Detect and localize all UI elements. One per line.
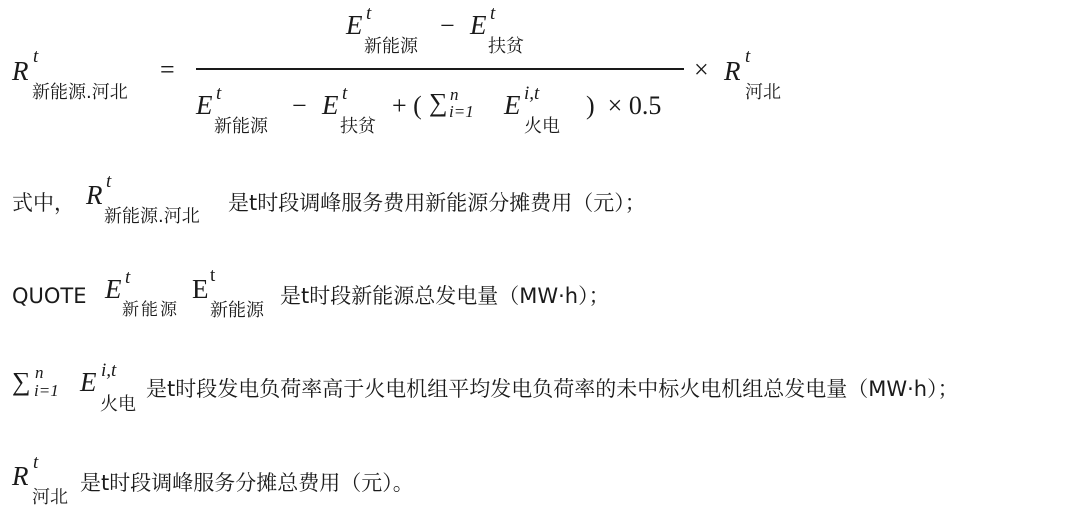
rhs-symbol: R xyxy=(724,56,741,86)
def4-sup: t xyxy=(33,452,39,473)
num-term2-sub: 扶贫 xyxy=(488,36,524,57)
num-minus: − xyxy=(440,11,455,40)
den-term1-symbol: E xyxy=(196,90,213,120)
times-sign: × xyxy=(694,55,709,84)
den-sum-sigma: ∑ xyxy=(429,88,448,117)
fraction-bar xyxy=(196,68,684,70)
def3-sigma: ∑ xyxy=(12,367,31,396)
def2-sub2: 新能源 xyxy=(210,300,264,321)
def1-symbol: R xyxy=(86,180,103,210)
num-term2-sup: t xyxy=(490,3,496,24)
def3-sup: i,t xyxy=(101,360,117,381)
lhs-sup: t xyxy=(33,46,39,67)
def2-prefix: QUOTE xyxy=(12,284,94,308)
den-term2-symbol: E xyxy=(322,90,339,120)
def4-text: 是t时段调峰服务分摊总费用（元）。 xyxy=(80,471,414,495)
den-close-times: ) × 0.5 xyxy=(586,91,662,120)
num-term1-sub: 新能源 xyxy=(364,36,418,57)
def4-sub: 河北 xyxy=(32,487,68,508)
def2-symbol2: E xyxy=(192,274,209,304)
def1-sub: 新能源.河北 xyxy=(104,206,200,227)
def1-prefix: 式中， xyxy=(12,191,75,215)
lhs-sub: 新能源.河北 xyxy=(32,82,128,103)
def1-text: 是t时段调峰服务费用新能源分摊费用（元）； xyxy=(228,191,646,215)
equals-sign: = xyxy=(160,55,175,84)
def3-symbol: E xyxy=(80,367,97,397)
def2-sub: 新能源 xyxy=(122,300,179,320)
den-minus: − xyxy=(292,91,307,120)
rhs-sub: 河北 xyxy=(745,82,781,103)
lhs-symbol: R xyxy=(12,56,29,86)
def3-sigma-sup: n xyxy=(35,363,44,382)
den-plus-paren: + ( xyxy=(392,91,422,120)
den-term1-sup: t xyxy=(216,83,222,104)
den-term2-sup: t xyxy=(342,83,348,104)
def2-text: 是t时段新能源总发电量（MW·h）； xyxy=(280,284,610,308)
def4-symbol: R xyxy=(12,461,29,491)
def2-sup2: t xyxy=(210,265,216,286)
den-term3-sup: i,t xyxy=(524,83,540,104)
num-term2-symbol: E xyxy=(470,10,487,40)
def1-sup: t xyxy=(106,171,112,192)
den-sum-sub: i=1 xyxy=(449,102,474,121)
def3-text: 是t时段发电负荷率高于火电机组平均发电负荷率的未中标火电机组总发电量（MW·h）； xyxy=(146,377,959,401)
def2-sup: t xyxy=(125,267,131,288)
num-term1-symbol: E xyxy=(346,10,363,40)
den-term1-sub: 新能源 xyxy=(214,116,268,137)
den-term3-symbol: E xyxy=(504,90,521,120)
den-term3-sub: 火电 xyxy=(524,116,560,137)
rhs-sup: t xyxy=(745,46,751,67)
def2-symbol: E xyxy=(105,274,122,304)
den-sum-sup: n xyxy=(450,85,459,104)
num-term1-sup: t xyxy=(366,3,372,24)
den-term2-sub: 扶贫 xyxy=(340,116,376,137)
def3-sub: 火电 xyxy=(100,394,136,415)
def3-sigma-sub: i=1 xyxy=(34,381,59,400)
